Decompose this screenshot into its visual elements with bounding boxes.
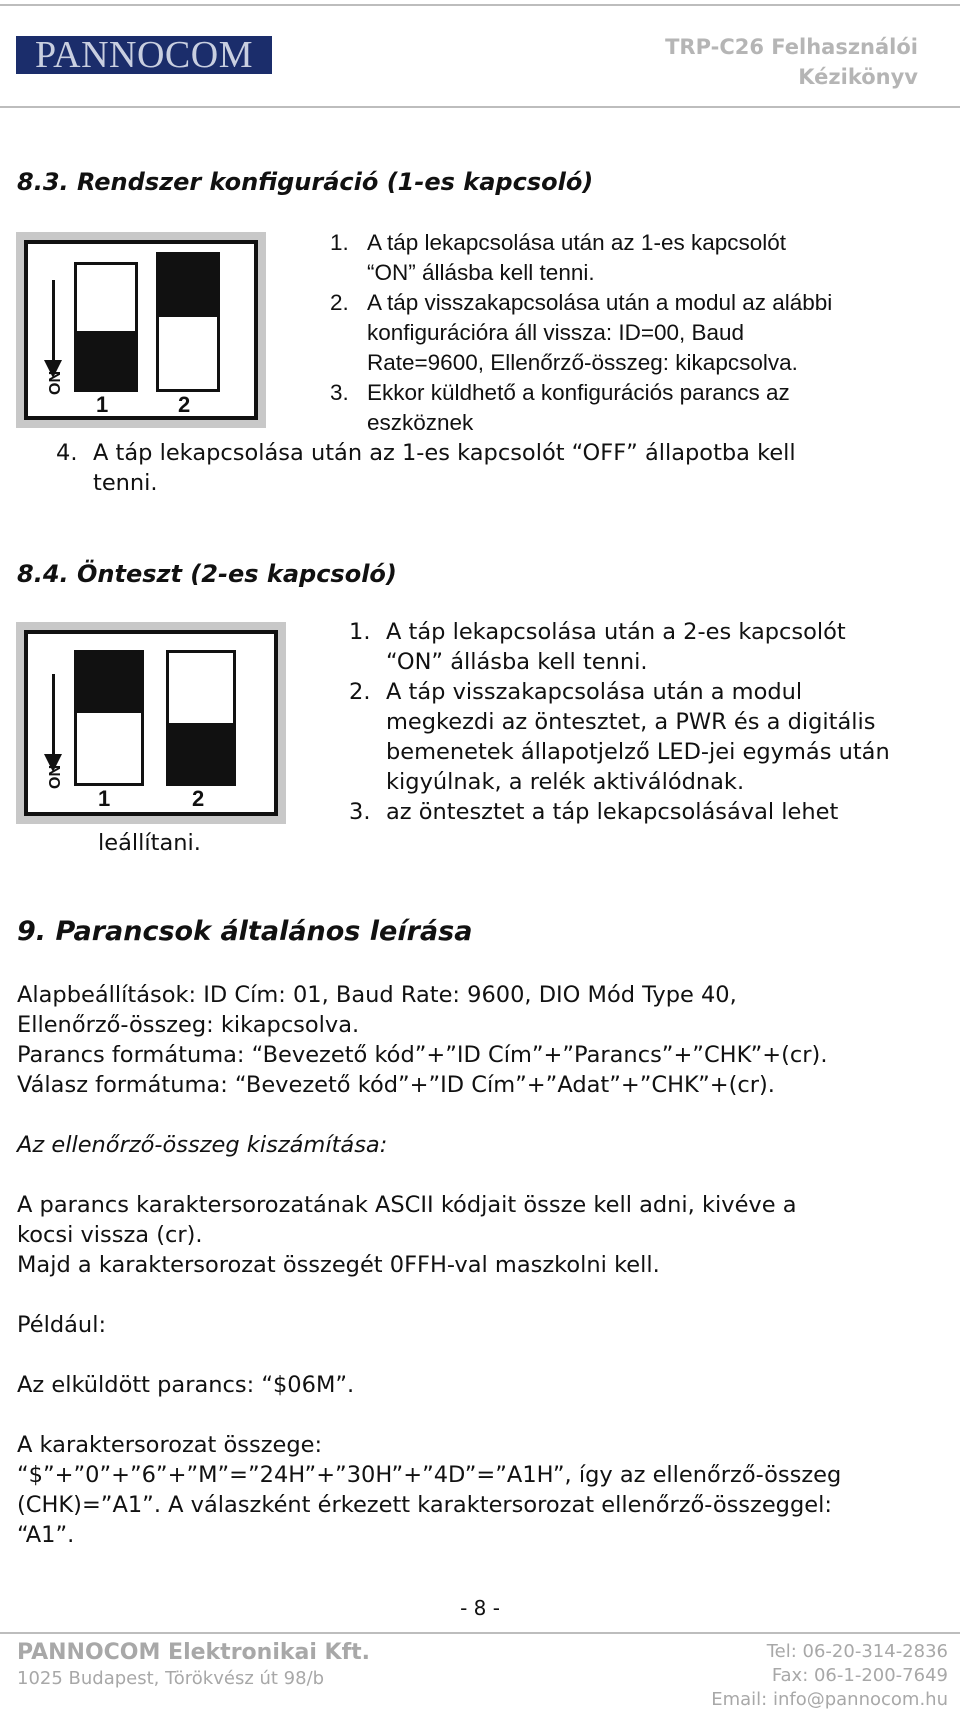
sum-text: (CHK)=”A1”. A válaszként érkezett karaktersorozat ellenőrző-összeggel: bbox=[17, 1492, 832, 1518]
list-item bbox=[330, 378, 940, 438]
section-8-3-item-4 bbox=[56, 438, 936, 498]
pannocom-logo: PANNOCOM bbox=[16, 36, 272, 74]
sum-body bbox=[17, 1430, 937, 1550]
list-item bbox=[349, 797, 949, 827]
sum-text: “$”+”0”+”6”+”M”=”24H”+”30H”+”4D”=”A1H”, így az ellenőrző-összeg bbox=[17, 1462, 842, 1488]
document-title-line1: TRP-C26 Felhasználói bbox=[665, 35, 918, 59]
list-item-text: A táp lekapcsolása után a 2-es kapcsolót bbox=[386, 619, 846, 645]
on-label: ON bbox=[47, 371, 64, 395]
list-item bbox=[349, 617, 949, 677]
switch-1-number: 1 bbox=[96, 392, 109, 417]
section-9-heading: 9. Parancsok általános leírása bbox=[17, 916, 473, 947]
list-item-number: 1. bbox=[330, 230, 349, 255]
section-8-4-list bbox=[349, 617, 949, 827]
list-item-text: konfigurációra áll vissza: ID=00, Baud bbox=[367, 320, 745, 345]
checksum-text: Majd a karaktersorozat összegét 0FFH-val maszkolni kell. bbox=[17, 1252, 660, 1278]
list-item-text: kigyúlnak, a relék aktiválódnak. bbox=[386, 769, 745, 795]
example-label: Például: bbox=[17, 1312, 107, 1338]
switch-1-slot bbox=[74, 650, 144, 786]
section-8-3-heading: 8.3. Rendszer konfiguráció (1-es kapcsoló) bbox=[17, 168, 594, 196]
list-item-number: 1. bbox=[349, 619, 371, 645]
list-item-text: megkezdi az öntesztet, a PWR és a digitális bbox=[386, 709, 876, 735]
switch-1-knob bbox=[77, 331, 135, 389]
list-item bbox=[330, 228, 940, 288]
switch-2-slot bbox=[156, 252, 220, 392]
footer-company: PANNOCOM Elektronikai Kft. bbox=[17, 1640, 371, 1665]
sum-text: “A1”. bbox=[17, 1522, 75, 1548]
command-format-text: Parancs formátuma: “Bevezető kód”+”ID Cím”+”Parancs”+”CHK”+(cr). bbox=[17, 1042, 828, 1068]
switch-2-slot bbox=[166, 650, 236, 786]
switch-1-knob bbox=[77, 653, 141, 713]
top-rule bbox=[0, 4, 960, 6]
list-item-text: eszköznek bbox=[367, 410, 474, 435]
list-item-text: A táp lekapcsolása után az 1-es kapcsolót bbox=[367, 230, 787, 255]
section-8-4-tail: leállítani. bbox=[98, 830, 201, 856]
switch-1-slot bbox=[74, 262, 138, 392]
list-item-text: A táp lekapcsolása után az 1-es kapcsolót “OFF” állapotba kell bbox=[93, 440, 796, 466]
switch-2-number: 2 bbox=[192, 786, 205, 811]
document-title-line2: Kézikönyv bbox=[798, 65, 918, 89]
checksum-title: Az ellenőrző-összeg kiszámítása: bbox=[17, 1132, 388, 1158]
dip-switch-diagram-1 bbox=[16, 232, 266, 428]
sum-text: A karaktersorozat összege: bbox=[17, 1432, 323, 1458]
section-8-4-heading: 8.4. Önteszt (2-es kapcsoló) bbox=[17, 560, 397, 588]
footer-rule bbox=[0, 1632, 960, 1634]
switch-1-number: 1 bbox=[98, 786, 111, 811]
dip-switch-frame bbox=[24, 240, 258, 420]
footer-address: 1025 Budapest, Törökvész út 98/b bbox=[17, 1668, 325, 1689]
defaults-text: Alapbeállítások: ID Cím: 01, Baud Rate: 9600, DIO Mód Type 40, bbox=[17, 982, 737, 1008]
list-item bbox=[349, 677, 949, 797]
list-item-text: A táp visszakapcsolása után a modul az alábbi bbox=[367, 290, 833, 315]
checksum-body bbox=[17, 1190, 937, 1280]
dip-switch-frame bbox=[24, 630, 278, 816]
list-item-text: bemenetek állapotjelző LED-jei egymás után bbox=[386, 739, 890, 765]
dip-switch-diagram-2 bbox=[16, 622, 286, 824]
footer-email: Email: info@pannocom.hu bbox=[711, 1689, 948, 1710]
list-item bbox=[330, 288, 940, 378]
list-item bbox=[56, 438, 936, 498]
list-item-number: 2. bbox=[349, 679, 371, 705]
on-label: ON bbox=[47, 765, 64, 789]
sent-command-text: Az elküldött parancs: “$06M”. bbox=[17, 1372, 355, 1398]
reply-format-text: Válasz formátuma: “Bevezető kód”+”ID Cím”+”Adat”+”CHK”+(cr). bbox=[17, 1072, 775, 1098]
footer-fax: Fax: 06-1-200-7649 bbox=[771, 1665, 948, 1686]
list-item-number: 3. bbox=[349, 799, 371, 825]
arrow-down-icon bbox=[52, 280, 55, 366]
page-number: - 8 - bbox=[460, 1596, 500, 1620]
document-title bbox=[598, 32, 918, 92]
switch-2-number: 2 bbox=[178, 392, 191, 417]
list-item-text: az öntesztet a táp lekapcsolásával lehet bbox=[386, 799, 839, 825]
switch-2-knob bbox=[159, 255, 217, 317]
switch-2-knob bbox=[169, 723, 233, 783]
list-item-number: 3. bbox=[330, 380, 349, 405]
footer-tel: Tel: 06-20-314-2836 bbox=[766, 1641, 948, 1662]
checksum-text: A parancs karaktersorozatának ASCII kódjait össze kell adni, kivéve a bbox=[17, 1192, 797, 1218]
section-8-3-list bbox=[330, 228, 940, 438]
checksum-text: kocsi vissza (cr). bbox=[17, 1222, 203, 1248]
list-item-text: A táp visszakapcsolása után a modul bbox=[386, 679, 803, 705]
section-9-body bbox=[17, 980, 937, 1100]
defaults-text: Ellenőrző-összeg: kikapcsolva. bbox=[17, 1012, 360, 1038]
header-rule bbox=[0, 106, 960, 108]
arrow-down-icon bbox=[52, 674, 55, 760]
list-item-text: tenni. bbox=[93, 470, 158, 496]
list-item-number: 4. bbox=[56, 440, 78, 466]
footer-contact bbox=[711, 1640, 948, 1712]
list-item-text: Rate=9600, Ellenőrző-összeg: kikapcsolva. bbox=[367, 350, 798, 375]
list-item-text: Ekkor küldhető a konfigurációs parancs az bbox=[367, 380, 790, 405]
list-item-text: “ON” állásba kell tenni. bbox=[367, 260, 595, 285]
list-item-number: 2. bbox=[330, 290, 349, 315]
list-item-text: “ON” állásba kell tenni. bbox=[386, 649, 648, 675]
